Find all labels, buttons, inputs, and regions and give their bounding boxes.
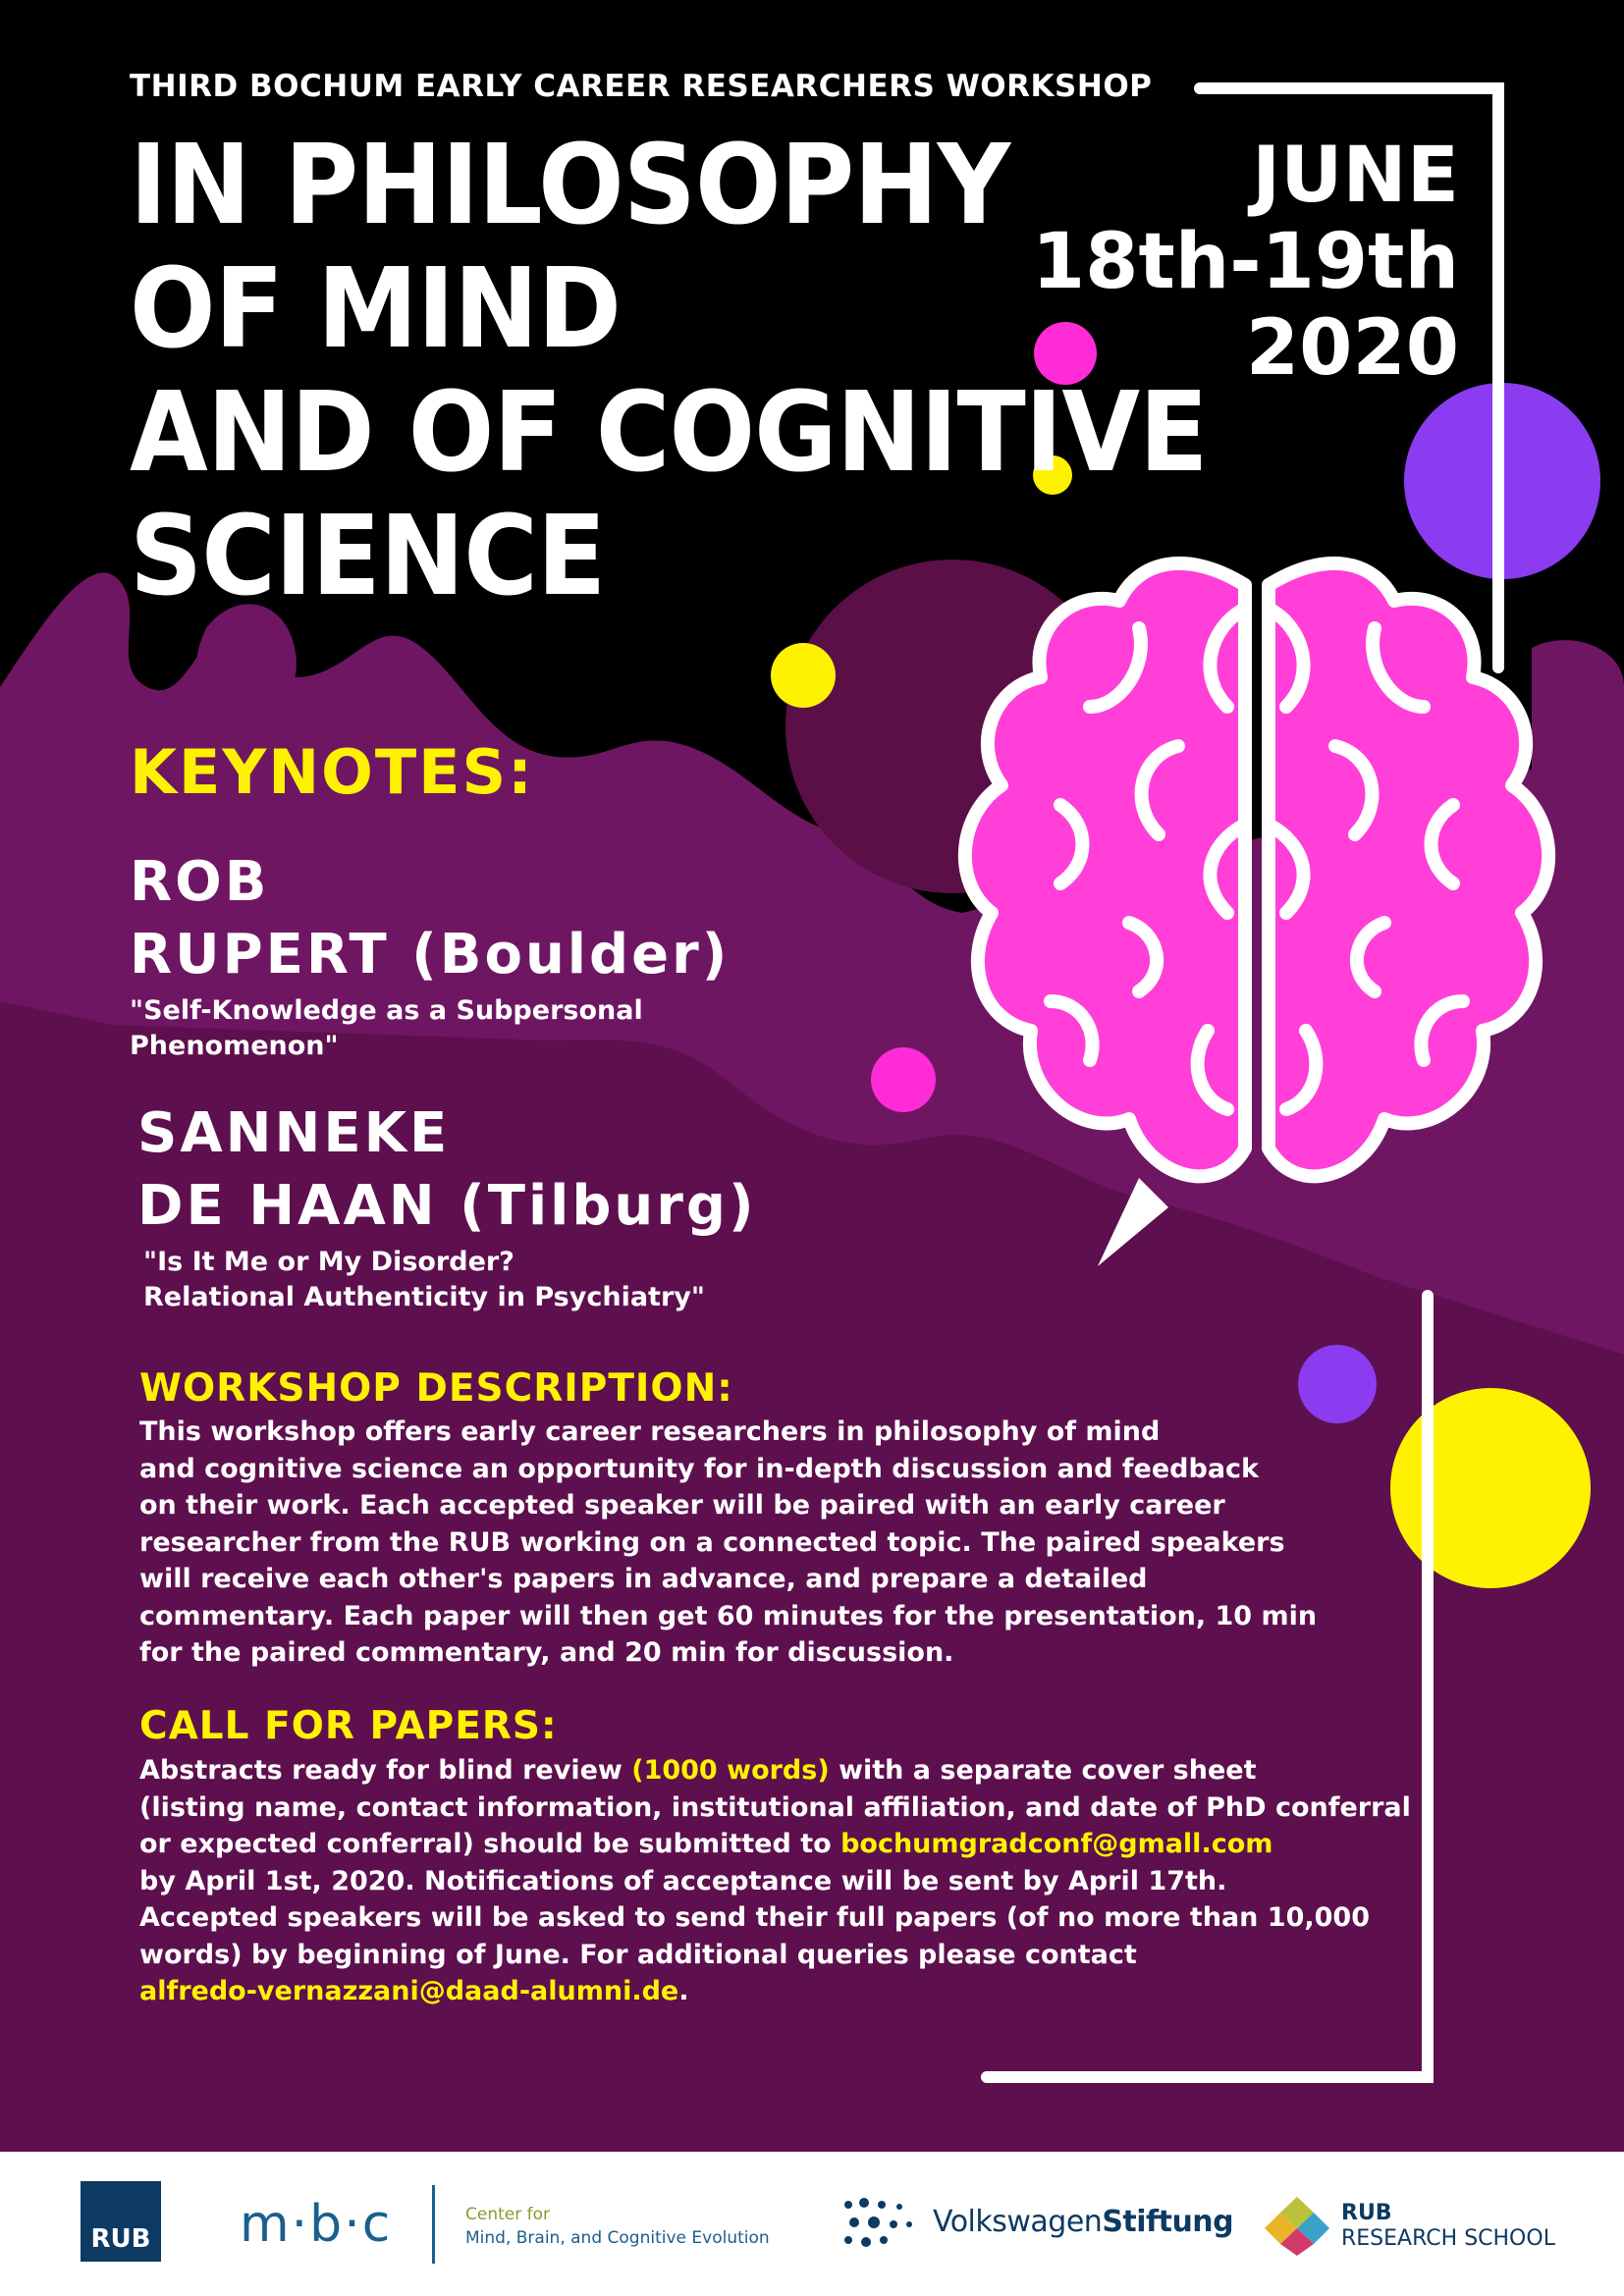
speaker-name-line: SANNEKE: [137, 1101, 451, 1165]
rs-text-line: RESEARCH SCHOOL: [1341, 2226, 1555, 2251]
cfp-text: with a separate cover sheet: [829, 1755, 1257, 1786]
mbc-logo: m·b·c: [240, 2195, 393, 2254]
call-for-papers-body: [139, 1752, 1494, 2010]
volkswagen-stiftung-dots-icon: [840, 2195, 919, 2254]
mbc-caption: [465, 2203, 770, 2250]
main-title-line: IN PHILOSOPHY: [130, 122, 1010, 249]
cfp-line: [139, 1752, 1494, 1789]
call-for-papers-heading: CALL FOR PAPERS:: [139, 1704, 558, 1748]
speaker-name-line: DE HAAN (Tilburg): [137, 1174, 757, 1238]
description-line: This workshop offers early career researchers in philosophy of mind: [139, 1416, 1161, 1447]
rub-research-school-logo: [1341, 2201, 1555, 2252]
violet-dot-small: [1298, 1345, 1377, 1423]
description-line: for the paired commentary, and 20 min for discussion.: [139, 1637, 954, 1668]
keynote-speaker-2-talk: [143, 1245, 705, 1315]
mbc-divider: [432, 2185, 435, 2264]
cfp-text: .: [678, 1976, 689, 2006]
description-line: will receive each other's papers in advance, and prepare a detailed: [139, 1564, 1148, 1594]
date-days: 18th-19th: [1031, 218, 1459, 306]
speaker-name-line: RUPERT (Boulder): [130, 923, 731, 987]
date-month: JUNE: [1252, 132, 1459, 220]
cfp-line: (listing name, contact information, institutional affiliation, and date of PhD conferral: [139, 1791, 1411, 1823]
rub-logo: [81, 2181, 161, 2262]
keynote-speaker-2-name: [137, 1097, 757, 1243]
submission-email-link[interactable]: bochumgradconf@gmall.com: [840, 1829, 1273, 1859]
magenta-dot-mid: [871, 1047, 936, 1112]
workshop-description-heading: WORKSHOP DESCRIPTION:: [139, 1366, 733, 1411]
talk-title-line: "Is It Me or My Disorder?: [143, 1247, 514, 1277]
volkswagen-stiftung-logo: [933, 2205, 1233, 2239]
speaker-name-line: ROB: [130, 850, 270, 914]
date-year: 2020: [1245, 304, 1459, 393]
cfp-text: Abstracts ready for blind review: [139, 1755, 632, 1786]
talk-title-line: Relational Authenticity in Psychiatry": [143, 1282, 705, 1312]
yellow-dot-mid: [771, 643, 836, 708]
talk-title-line: Phenomenon": [130, 1031, 339, 1061]
main-title-line: OF MIND: [130, 245, 622, 373]
cfp-line: [139, 1826, 1494, 1863]
description-line: researcher from the RUB working on a connected topic. The paired speakers: [139, 1526, 1285, 1558]
description-line: commentary. Each paper will then get 60 minutes for the presentation, 10 min: [139, 1600, 1318, 1631]
cfp-line: by April 1st, 2020. Notifications of acceptance will be sent by April 17th.: [139, 1865, 1227, 1896]
contact-email-link[interactable]: alfredo-vernazzani@daad-alumni.de: [139, 1976, 679, 2006]
vw-name-bold: Stiftung: [1102, 2205, 1234, 2239]
talk-title-line: "Self-Knowledge as a Subpersonal: [130, 995, 643, 1026]
description-line: and cognitive science an opportunity for in-depth discussion and feedback: [139, 1453, 1260, 1484]
cfp-line: words) by beginning of June. For additional queries please contact: [139, 1939, 1137, 1970]
keynote-speaker-1-name: [130, 846, 730, 991]
rub-research-school-icon: [1263, 2193, 1331, 2256]
workshop-description-body: [139, 1414, 1494, 1672]
word-limit-highlight: (1000 words): [631, 1755, 830, 1786]
mbc-caption-line: Mind, Brain, and Cognitive Evolution: [465, 2228, 770, 2248]
rub-logo-text: RUB: [90, 2224, 151, 2254]
rs-text-line: RUB: [1341, 2201, 1392, 2225]
keynote-speaker-1-talk: [130, 993, 643, 1064]
purple-splash-right: [1532, 640, 1624, 1355]
cfp-line: [139, 1973, 1494, 2010]
main-title-line: AND OF COGNITIVE: [130, 369, 1208, 497]
event-date: [1032, 133, 1459, 392]
cfp-line: Accepted speakers will be asked to send their full papers (of no more than 10,000: [139, 1902, 1370, 1933]
purple-splash-blob: [196, 604, 297, 718]
main-title-line: SCIENCE: [130, 493, 606, 620]
keynotes-heading: KEYNOTES:: [130, 736, 534, 808]
description-line: on their work. Each accepted speaker will be paired with an early career: [139, 1490, 1225, 1521]
cfp-text: or expected conferral) should be submitted to: [139, 1829, 841, 1859]
series-title: THIRD BOCHUM EARLY CAREER RESEARCHERS WORKSHOP: [130, 69, 1153, 104]
mbc-caption-line: Center for: [465, 2205, 550, 2224]
sponsor-footer: [0, 2152, 1624, 2296]
vw-name-regular: Volkswagen: [933, 2205, 1103, 2239]
